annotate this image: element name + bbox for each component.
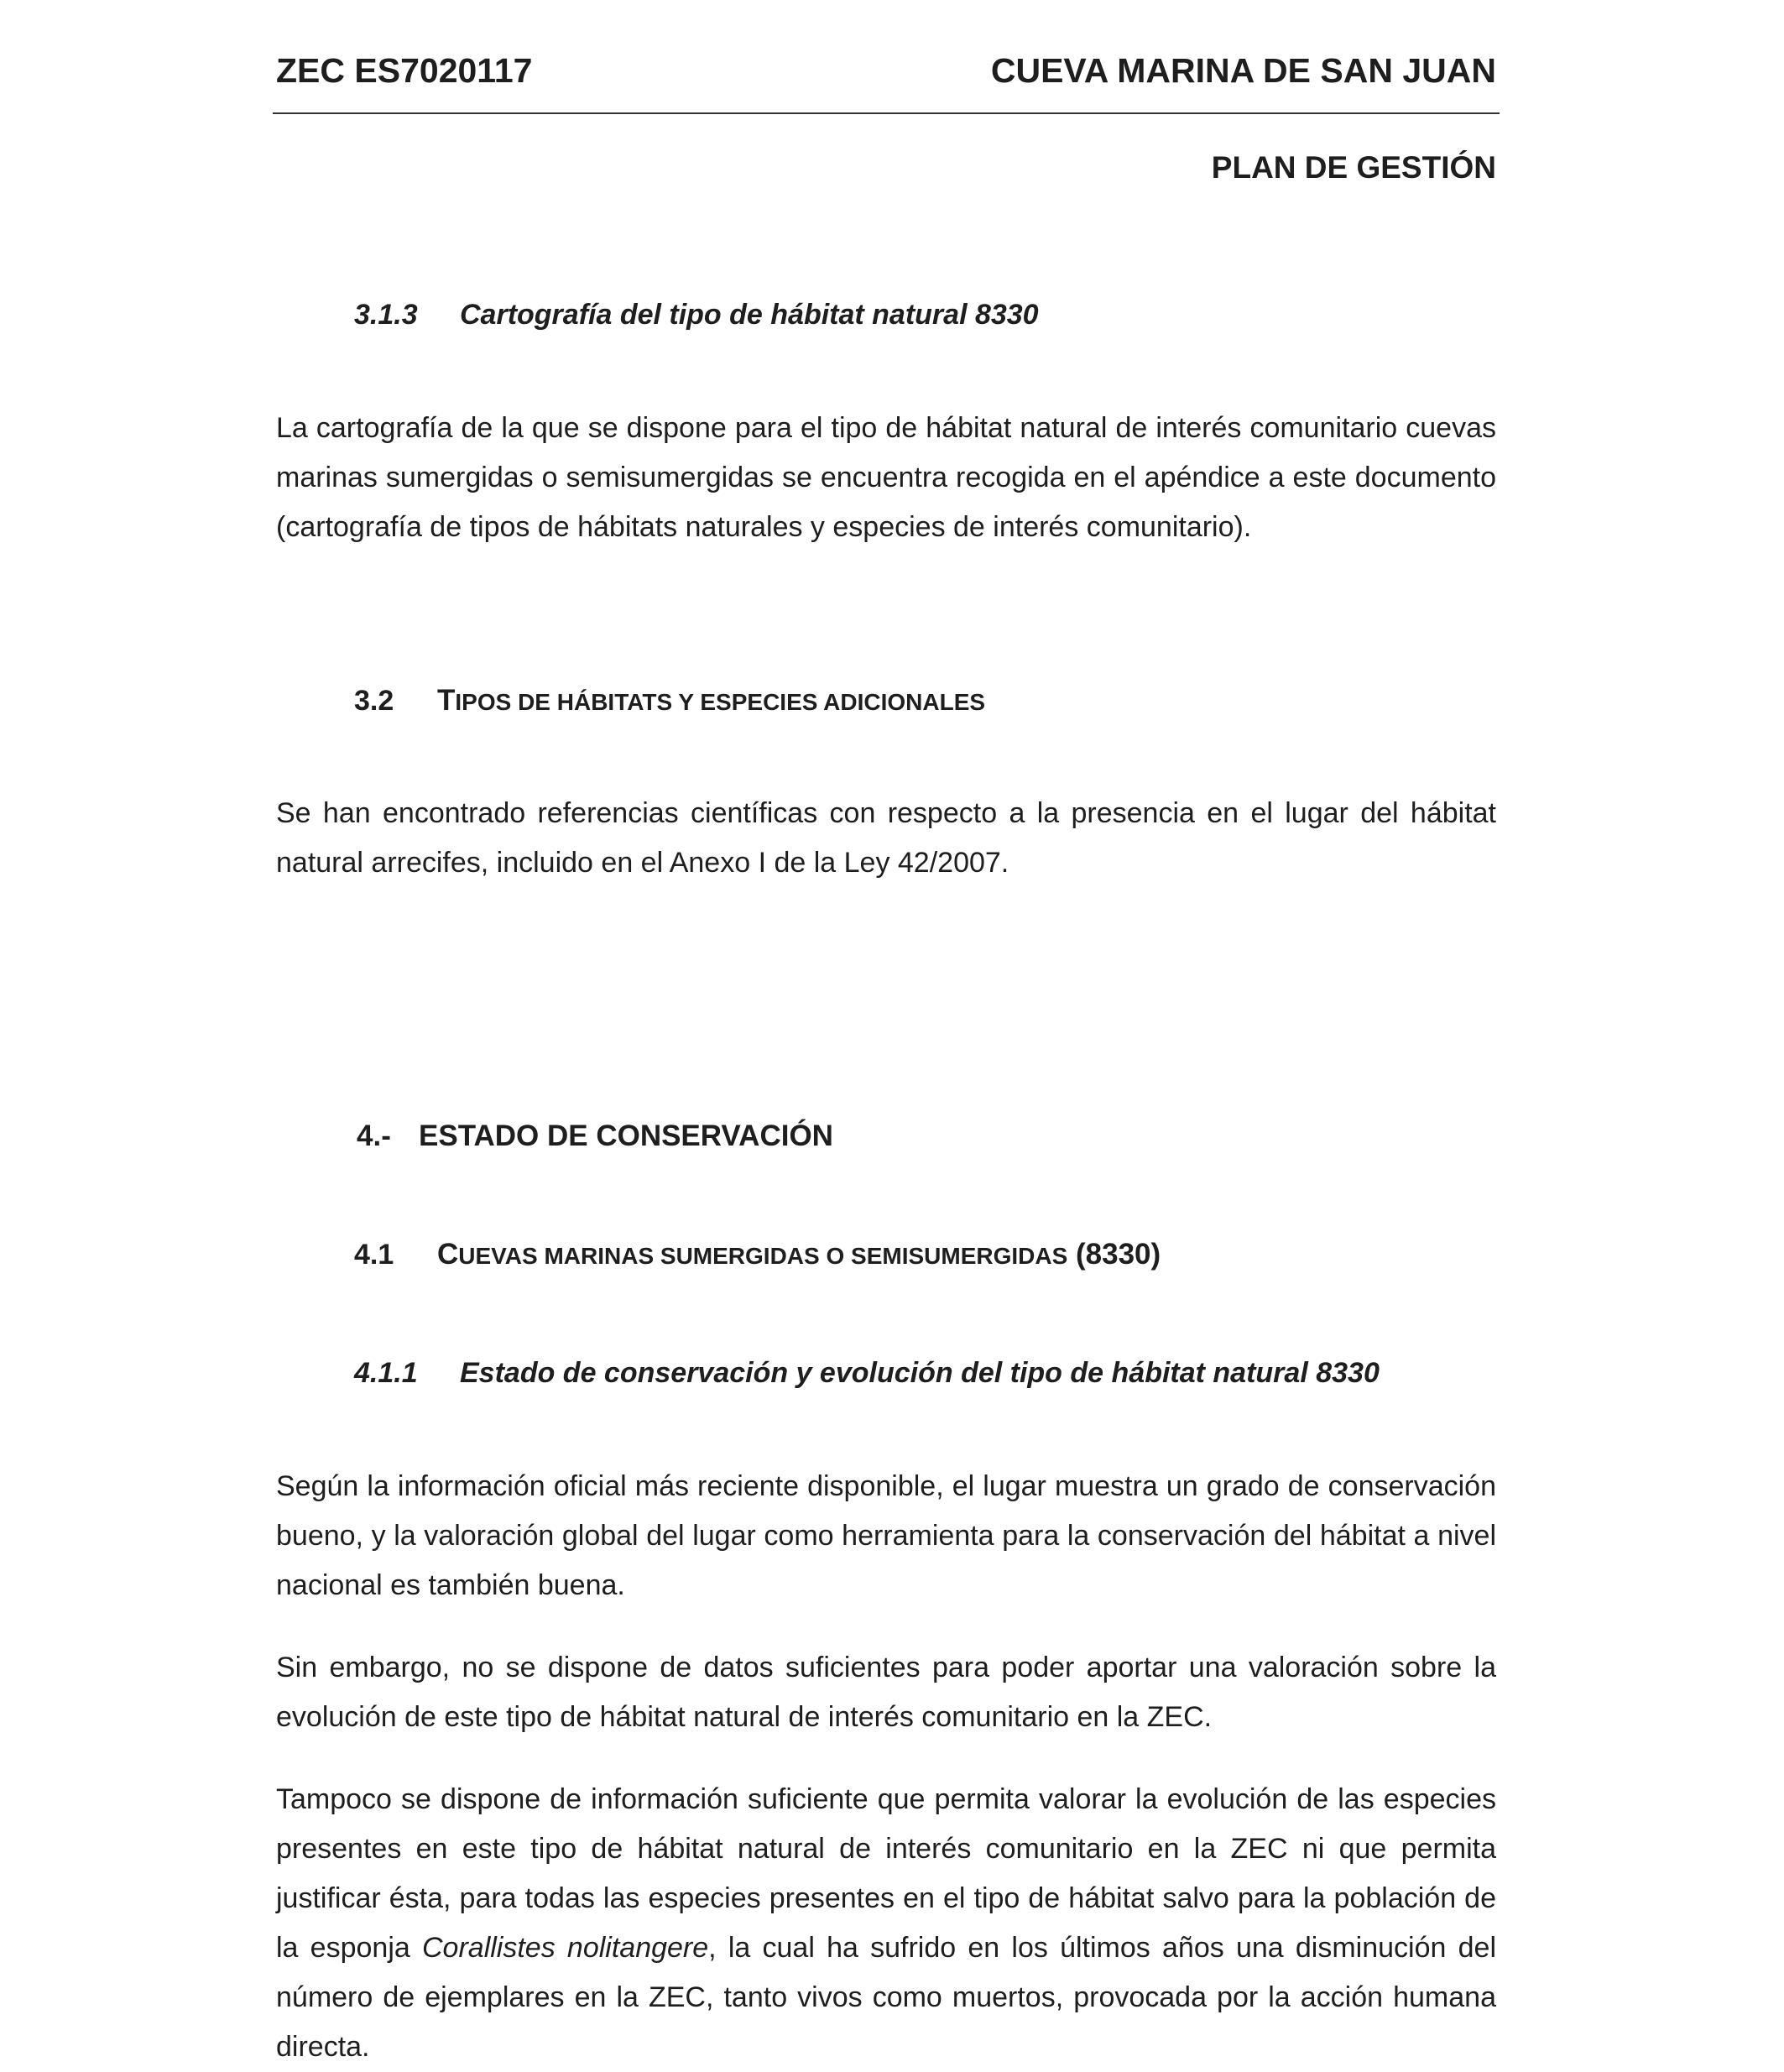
section-number: 4.1 [354,1239,394,1271]
section-title-code: (8330) [1067,1238,1161,1271]
section-number: 3.1.3 [354,299,418,331]
header-rule [273,112,1500,114]
section-title: Estado de conservación y evolución del tipo de hábitat natural 8330 [460,1357,1380,1389]
section-4-heading [357,1118,833,1155]
section-4-1-1-paragraph-3 [276,1775,1496,2072]
section-3-1-3-paragraph: La cartografía de la que se dispone para el tipo de hábitat natural de interés comunitario cuevas marinas sumergidas o semisumergidas se encuentra recogida en el apéndice a este documento (cartografía de tipos de hábitats naturales y especies de interés comunitario). [276,412,1496,543]
section-title-rest: UEVAS MARINAS SUMERGIDAS O SEMISUMERGIDAS [458,1243,1068,1269]
section-number: 4.- [357,1120,391,1152]
header-subtitle: PLAN DE GESTIÓN [1211,150,1496,185]
section-4-1-heading [354,1237,1161,1274]
header-site-code: ZEC ES7020117 [276,51,533,90]
paragraph-text: Tampoco se dispone de información suficiente que permita valorar la evolución de las especies presentes en este tipo de hábitat natural de interés comunitario en la ZEC ni que permita justificar ésta, para todas las especies presentes en el tipo de hábitat salvo para la población de la esponja [276,1783,1496,1964]
section-4-1-1-paragraph-1: Según la información oficial más reciente disponible, el lugar muestra un grado de conservación bueno, y la valoración global del lugar como herramienta para la conservación del hábitat a nivel nacional es también buena. [276,1470,1496,1601]
section-3-2-paragraph: Se han encontrado referencias científicas con respecto a la presencia en el lugar del hábitat natural arrecifes, incluido en el Anexo I de la Ley 42/2007. [276,797,1496,879]
section-number: 4.1.1 [354,1357,418,1389]
section-title-initial: C [437,1238,459,1271]
section-3-2-heading [354,683,985,720]
section-title: ESTADO DE CONSERVACIÓN [419,1120,833,1152]
paragraph-text: , la cual ha sufrido en los últimos años una disminución del número de ejemplares en la ZEC, tanto vivos como muertos, provocada por la acción humana directa. [276,1932,1496,2063]
section-3-1-3-heading [354,297,1039,332]
section-4-1-1-heading [354,1355,1380,1391]
section-4-1-1-paragraph-2: Sin embargo, no se dispone de datos suficientes para poder aportar una valoración sobre la evolución de este tipo de hábitat natural de interés comunitario en la ZEC. [276,1652,1496,1733]
section-title-initial: T [437,684,456,717]
section-number: 3.2 [354,685,394,717]
section-title: Cartografía del tipo de hábitat natural 8330 [460,299,1039,331]
section-title-rest: IPOS DE HÁBITATS Y ESPECIES ADICIONALES [455,689,986,715]
header-site-name: CUEVA MARINA DE SAN JUAN [990,51,1496,90]
species-name: Corallistes nolitangere [422,1932,709,1964]
